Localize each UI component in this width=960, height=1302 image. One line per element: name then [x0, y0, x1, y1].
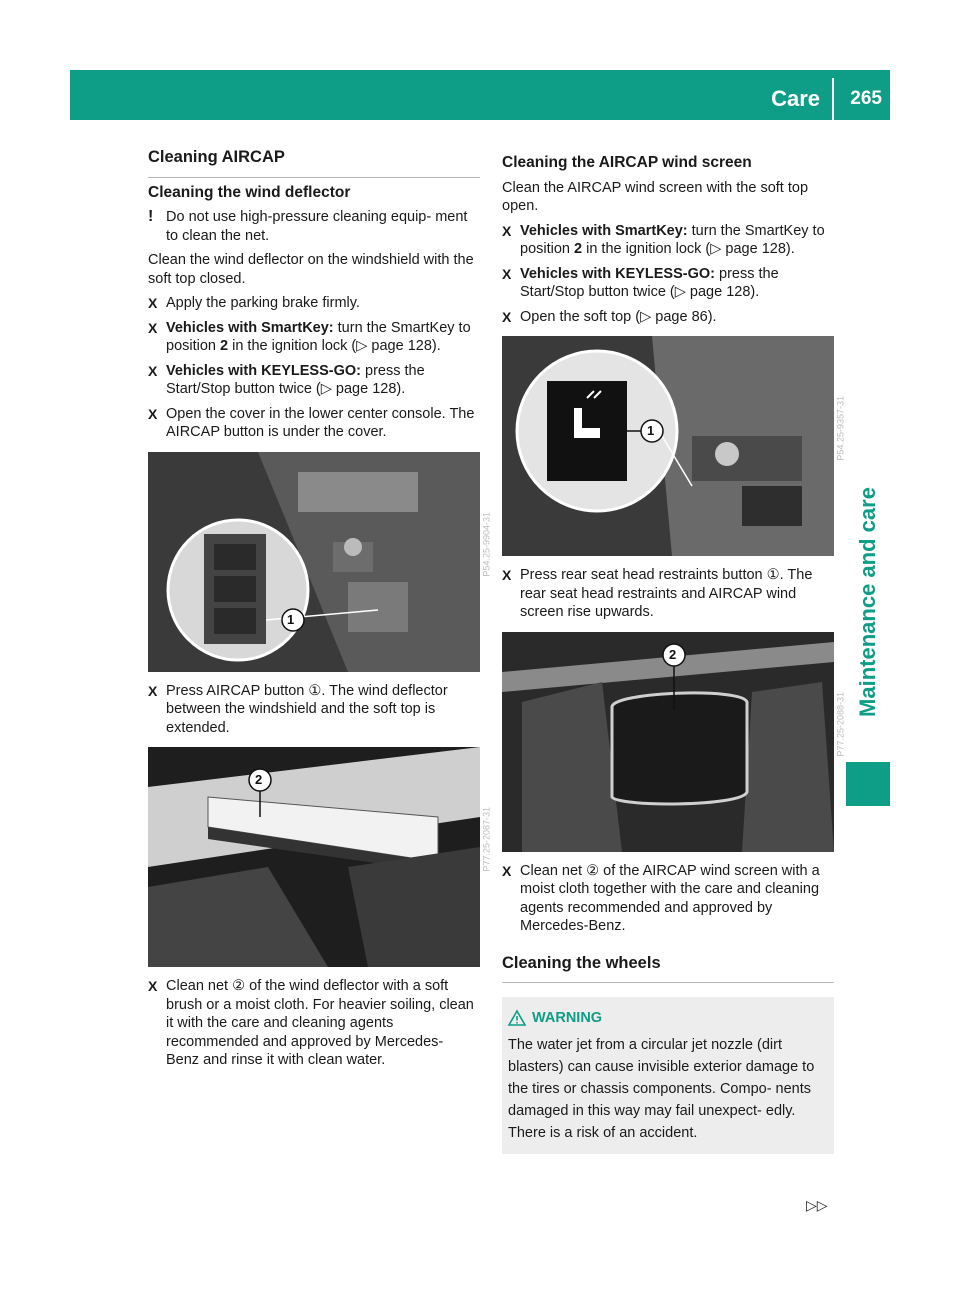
step-text: Press rear seat head restraints button ①. The rear seat head restraints and AIRCAP wind screen rise upwards.: [520, 567, 813, 620]
exclamation-icon: !: [148, 208, 154, 225]
step-item: [502, 222, 834, 259]
chapter-tab-label: Maintenance and care: [855, 487, 880, 717]
step-item: [148, 319, 480, 356]
step-item: [502, 862, 834, 936]
figure-head-restraint-button: [502, 336, 846, 556]
wind-deflector-illustration: [148, 747, 480, 967]
step-text: Clean net ② of the AIRCAP wind screen with a moist cloth together with the care and cleaning agents recommended and approved by Mercedes-Benz.: [520, 862, 820, 934]
step-arrow-icon: X: [502, 265, 512, 282]
position-value: 2: [220, 338, 229, 354]
wheels-heading: Cleaning the wheels: [502, 954, 834, 984]
figure-code: P77.25-2088-31: [836, 691, 846, 757]
position-value: 2: [574, 241, 583, 257]
step-text: Press AIRCAP button ①. The wind deflector between the windshield and the soft top is extended.: [166, 682, 448, 736]
intro-text: Clean the AIRCAP wind screen with the soft top open.: [502, 179, 809, 214]
step-arrow-icon: X: [502, 862, 512, 879]
figure-wind-deflector: [148, 747, 492, 967]
left-column: [148, 148, 492, 1076]
warning-title: WARNING: [532, 1010, 603, 1026]
warning-text: The water jet from a circular jet nozzle (dirt blasters) can cause invisible exterior damage to the tires or chassis components. Compo- nents damaged in this way may fail unexpect- edly. There is a risk of an accident.: [508, 1036, 815, 1141]
figure-code: P54.25-9904-31: [482, 511, 492, 577]
notice-text: Do not use high-pressure cleaning equip- ment to clean the net.: [166, 209, 468, 244]
callout-2: 2: [255, 772, 263, 787]
step-text: turn the SmartKey to position: [166, 319, 471, 354]
right-heading: Cleaning the AIRCAP wind screen: [502, 154, 752, 171]
step-text: Clean net ② of the wind deflector with a soft brush or a moist cloth. For heavier soiling, clean it with the care and cleaning agents recommended and approved by Mercedes- Benz and rinse it with clean water.: [166, 978, 474, 1068]
step-item: [148, 362, 480, 399]
step-item: [148, 977, 480, 1070]
warning-triangle-icon: [508, 1010, 526, 1026]
figure-aircap-wind-screen: [502, 632, 846, 852]
step-text: press the Start/Stop button twice (▷ page 128).: [520, 265, 779, 300]
step-bold: Vehicles with KEYLESS-GO:: [166, 362, 361, 379]
left-subheading: Cleaning the wind deflector: [148, 183, 351, 201]
step-item: [148, 682, 480, 738]
intro-text: Clean the wind deflector on the windshield with the soft top closed.: [148, 252, 474, 287]
continue-arrows-icon: ▷▷: [806, 1197, 828, 1213]
page-number: 265: [850, 88, 882, 109]
step-item: [502, 308, 834, 327]
header-separator: [832, 78, 834, 120]
head-restraint-button-illustration: [502, 336, 834, 556]
figure-center-console: [148, 452, 492, 672]
center-console-illustration: [148, 452, 480, 672]
step-text: Open the soft top (▷ page 86).: [520, 308, 717, 325]
step-arrow-icon: X: [148, 295, 158, 311]
left-heading: Cleaning AIRCAP: [148, 148, 480, 178]
figure-code: P54.25-9357-31: [836, 396, 846, 461]
step-arrow-icon: X: [502, 308, 512, 325]
right-column: [502, 148, 846, 1154]
step-item: [502, 265, 834, 302]
callout-1: 1: [287, 611, 295, 627]
step-arrow-icon: X: [502, 567, 512, 583]
aircap-wind-screen-illustration: [502, 632, 834, 852]
step-item: [148, 294, 480, 313]
figure-code: P77.25-2087-31: [482, 807, 492, 872]
step-item: [148, 405, 480, 442]
step-text: Open the cover in the lower center console. The AIRCAP button is under the cover.: [166, 405, 475, 440]
step-text: in the ignition lock (▷ page 128).: [582, 241, 795, 257]
warning-box: [502, 997, 834, 1154]
step-arrow-icon: X: [148, 362, 158, 379]
step-bold: Vehicles with SmartKey:: [520, 222, 688, 239]
chapter-tab: [846, 452, 890, 752]
step-arrow-icon: X: [148, 405, 158, 422]
chapter-marker: [846, 762, 890, 806]
step-text: Apply the parking brake firmly.: [166, 295, 360, 311]
step-arrow-icon: X: [148, 319, 158, 336]
step-bold: Vehicles with SmartKey:: [166, 319, 334, 336]
section-title: Care: [771, 86, 820, 111]
step-arrow-icon: X: [148, 682, 158, 699]
notice: [148, 208, 480, 245]
callout-1: 1: [647, 423, 655, 438]
step-arrow-icon: X: [148, 978, 158, 994]
warning-header: [508, 1009, 830, 1028]
step-text: press the Start/Stop button twice (▷ page 128).: [166, 362, 425, 397]
step-text: in the ignition lock (▷ page 128).: [228, 338, 441, 354]
step-text: turn the SmartKey to position: [520, 222, 825, 257]
callout-2: 2: [669, 646, 677, 662]
step-bold: Vehicles with KEYLESS-GO:: [520, 265, 715, 282]
step-arrow-icon: X: [502, 222, 512, 239]
page-header: [70, 70, 890, 120]
step-item: [502, 566, 834, 622]
